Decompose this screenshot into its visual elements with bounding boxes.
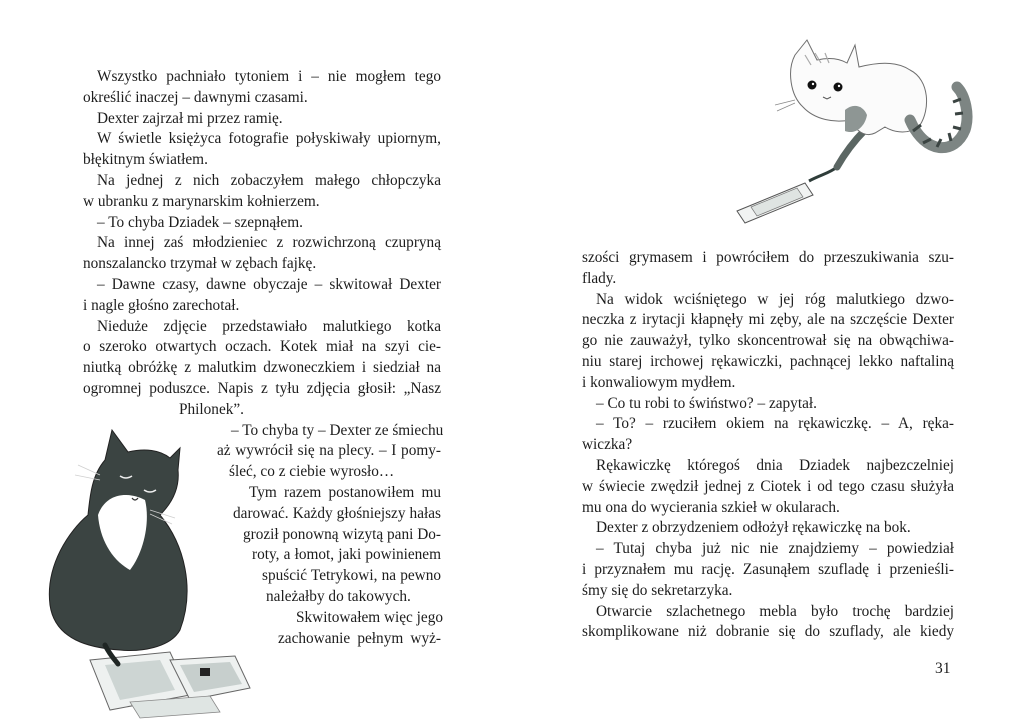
- text-line: określić inaczej – dawnymi czasami.: [83, 88, 308, 106]
- text-line: śleć, co z ciebie wyrosło…: [229, 463, 395, 481]
- text-line: Dexter zajrzał mi przez ramię.: [97, 109, 283, 127]
- text-line: ogromnej poduszce. Napis z tyłu zdjęcia głosił: „Nasz: [83, 379, 441, 397]
- text-line: W świetle księżyca fotografie połyskiwały upiornym,: [97, 130, 441, 148]
- black-cat-illustration: [20, 420, 255, 720]
- text-line: Wszystko pachniało tytoniem i – nie mogłem tego: [97, 68, 441, 85]
- text-line: – To chyba Dziadek – szepnąłem.: [97, 213, 303, 231]
- cat-paw-icon: [809, 130, 865, 181]
- text-line: Tym razem postanowiłem mu: [249, 483, 441, 501]
- text-line: i konwaliowym mydłem.: [582, 373, 736, 391]
- text-line: – To? – rzuciłem okiem na rękawiczkę. – A, ręka-: [596, 415, 954, 433]
- text-line: śmy się do sekretarzyka.: [582, 581, 733, 599]
- text-line: Na widok wciśniętego w jej róg malutkiego dzwo-: [596, 290, 954, 308]
- text-line: roty, a łomot, jaki powinienem: [252, 546, 441, 564]
- text-line: go nie zauważył, tylko skoncentrował się na obwąchiwa-: [582, 332, 954, 350]
- text-line: należałby do takowych.: [266, 587, 411, 605]
- text-line: niutką obróżkę z malutkim dzwoneczkiem i siedział na: [83, 359, 441, 377]
- right-page-text: [582, 248, 954, 643]
- text-line: w świecie zwędził jednej z Ciotek i od tego czasu służyła: [582, 477, 954, 495]
- text-line: błękitnym światłem.: [83, 151, 208, 169]
- text-line: w ubranku z marynarskim kołnierzem.: [83, 192, 320, 210]
- text-line: wiczka?: [582, 436, 633, 454]
- text-line: darować. Każdy głośniejszy hałas: [233, 504, 441, 522]
- cat-body-icon: [49, 430, 187, 664]
- text-line: Na innej zaś młodzieniec z rozwichrzoną czupryną: [97, 234, 441, 252]
- text-line: niu starej irchowej rękawiczki, pachnącej lekko naftaliną: [582, 352, 954, 370]
- text-line: Na jednej z nich zobaczyłem małego chłopczyka: [97, 171, 441, 189]
- text-line: o szeroko otwartych oczach. Kotek miał na szyi cie-: [83, 338, 441, 356]
- text-line: Otwarcie szlachetnego mebla było trochę bardziej: [596, 602, 954, 620]
- text-line: – Tutaj chyba już nic nie znajdziemy – powiedział: [596, 540, 954, 558]
- text-line: zachowanie pełnym wyż-: [278, 629, 441, 647]
- white-cat-illustration: [725, 35, 975, 225]
- text-line: i przyznałem mu rację. Zasunąłem szufladę i przenieśli-: [582, 560, 954, 578]
- page-number: 31: [935, 660, 951, 677]
- text-line: – Dawne czasy, dawne obyczaje – skwitował Dexter: [97, 275, 441, 293]
- text-line: aż wywrócił się na plecy. – I pomy-: [217, 442, 441, 460]
- text-line: Skwitowałem więc jego: [296, 608, 443, 626]
- text-line: neczka z irytacji kłapnęły mi zęby, ale na szczęście Dexter: [582, 311, 954, 329]
- text-line: Dexter z obrzydzeniem odłożył rękawiczkę na bok.: [596, 519, 911, 537]
- cat-photo-icon: [737, 183, 813, 223]
- text-line: spuścić Tetrykowi, na pewno: [262, 567, 441, 585]
- text-line: flady.: [582, 269, 617, 287]
- text-line: szości grymasem i powróciłem do przeszukiwania szu-: [582, 249, 954, 266]
- text-line: – To chyba ty – Dexter ze śmiechu: [231, 421, 444, 439]
- text-line: Philonek”.: [179, 400, 245, 418]
- text-line: Nieduże zdjęcie przedstawiało malutkiego kotka: [97, 317, 441, 335]
- text-line: skomplikowane niż dobranie się do szuflady, ale kiedy: [582, 623, 954, 641]
- text-line: nonszalancko trzymał w zębach fajkę.: [83, 255, 317, 273]
- text-line: Rękawiczkę któregoś dnia Dziadek najbezczelniej: [596, 456, 954, 474]
- text-line: i nagle głośno zarechotał.: [83, 296, 240, 314]
- text-line: groził ponowną wizytą pani Do-: [243, 525, 441, 543]
- text-line: – Co tu robi to świństwo? – zapytał.: [596, 394, 817, 412]
- text-line: mu ona do wycierania szkieł w okularach.: [582, 498, 840, 516]
